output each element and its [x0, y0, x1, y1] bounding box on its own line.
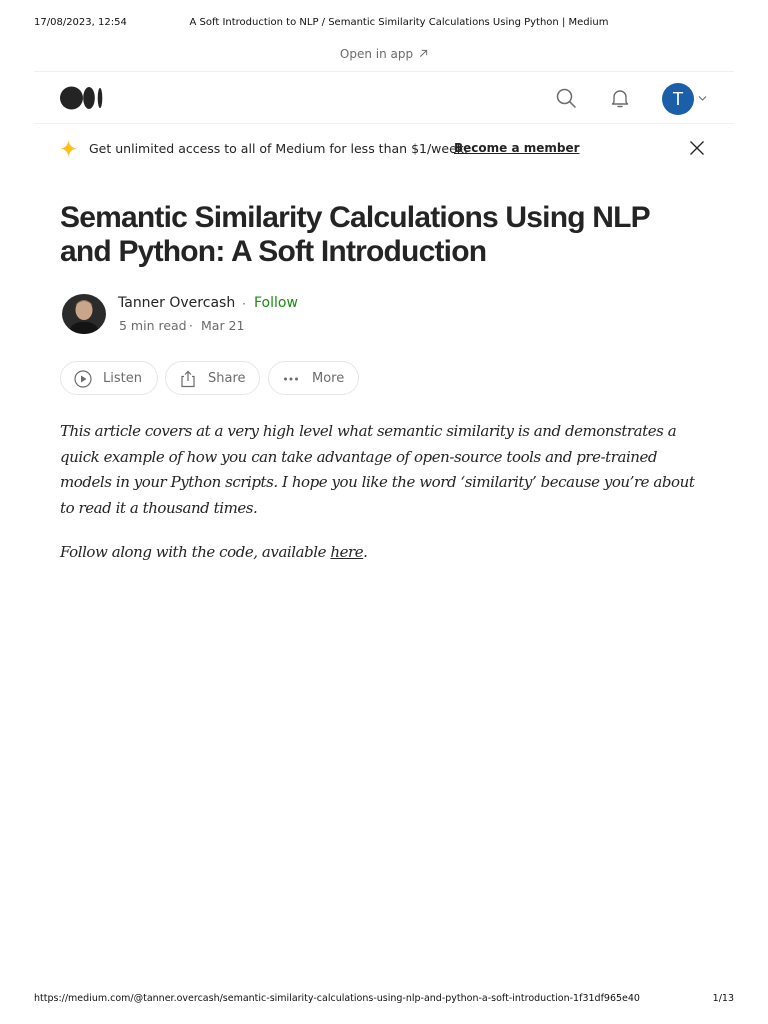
separator-dot: · — [242, 297, 246, 311]
intro-paragraph: This article covers at a very high level what semantic similarity is and demonstrates a quick example of how you can take advantage of open-source tools and pre-trained models in your Python scripts. I hope you like the word ‘similarity’ because you’re about to read it a thousand times. — [60, 422, 695, 517]
print-url: https://medium.com/@tanner.overcash/semantic-similarity-calculations-using-nlp-and-python-a-soft-introduction-1f31df965e40 — [34, 993, 640, 1004]
external-arrow-icon — [419, 49, 428, 58]
print-header — [34, 17, 734, 31]
more-button[interactable] — [268, 361, 359, 395]
article-title — [60, 201, 710, 269]
sparkle-icon — [60, 140, 77, 157]
play-icon — [74, 370, 92, 388]
code-link[interactable]: here — [330, 543, 364, 561]
print-footer — [34, 993, 734, 1007]
article-title-line-1: Semantic Similarity Calculations Using NLP — [60, 201, 650, 234]
open-in-app-link[interactable] — [0, 47, 768, 61]
more-icon — [282, 370, 300, 388]
medium-logo-icon[interactable] — [60, 86, 104, 110]
bell-icon[interactable] — [609, 87, 631, 109]
author-name[interactable]: Tanner Overcash — [118, 295, 236, 311]
publish-date: Mar 21 — [201, 318, 245, 333]
more-label: More — [312, 371, 345, 386]
article-title-line-2: and Python: A Soft Introduction — [60, 235, 487, 268]
nav-divider — [34, 123, 734, 124]
search-icon[interactable] — [555, 87, 577, 109]
print-date: 17/08/2023, 12:54 — [34, 17, 127, 28]
chevron-down-icon[interactable] — [698, 95, 707, 102]
listen-button[interactable] — [60, 361, 158, 395]
share-button[interactable] — [165, 361, 260, 395]
open-in-app-label: Open in app — [339, 47, 414, 61]
page-number: 1/13 — [712, 993, 734, 1004]
top-divider — [34, 71, 734, 72]
listen-label: Listen — [103, 371, 142, 386]
follow-along-text: Follow along with the code, available — [60, 543, 331, 561]
follow-along-paragraph — [60, 540, 710, 566]
membership-banner — [60, 138, 720, 160]
close-icon[interactable] — [688, 139, 706, 157]
banner-text: Get unlimited access to all of Medium for less than $1/week. — [89, 141, 468, 156]
separator-dot: · — [189, 319, 193, 333]
read-time: 5 min read — [119, 318, 187, 333]
print-page-title: A Soft Introduction to NLP / Semantic Similarity Calculations Using Python | Medium — [189, 17, 609, 28]
follow-button[interactable]: Follow — [254, 295, 298, 311]
share-label: Share — [208, 371, 246, 386]
share-icon — [179, 370, 197, 388]
follow-along-period: . — [363, 543, 368, 561]
author-avatar[interactable] — [62, 294, 106, 334]
user-avatar[interactable]: T — [662, 83, 694, 115]
become-member-link[interactable]: Become a member — [454, 141, 580, 155]
